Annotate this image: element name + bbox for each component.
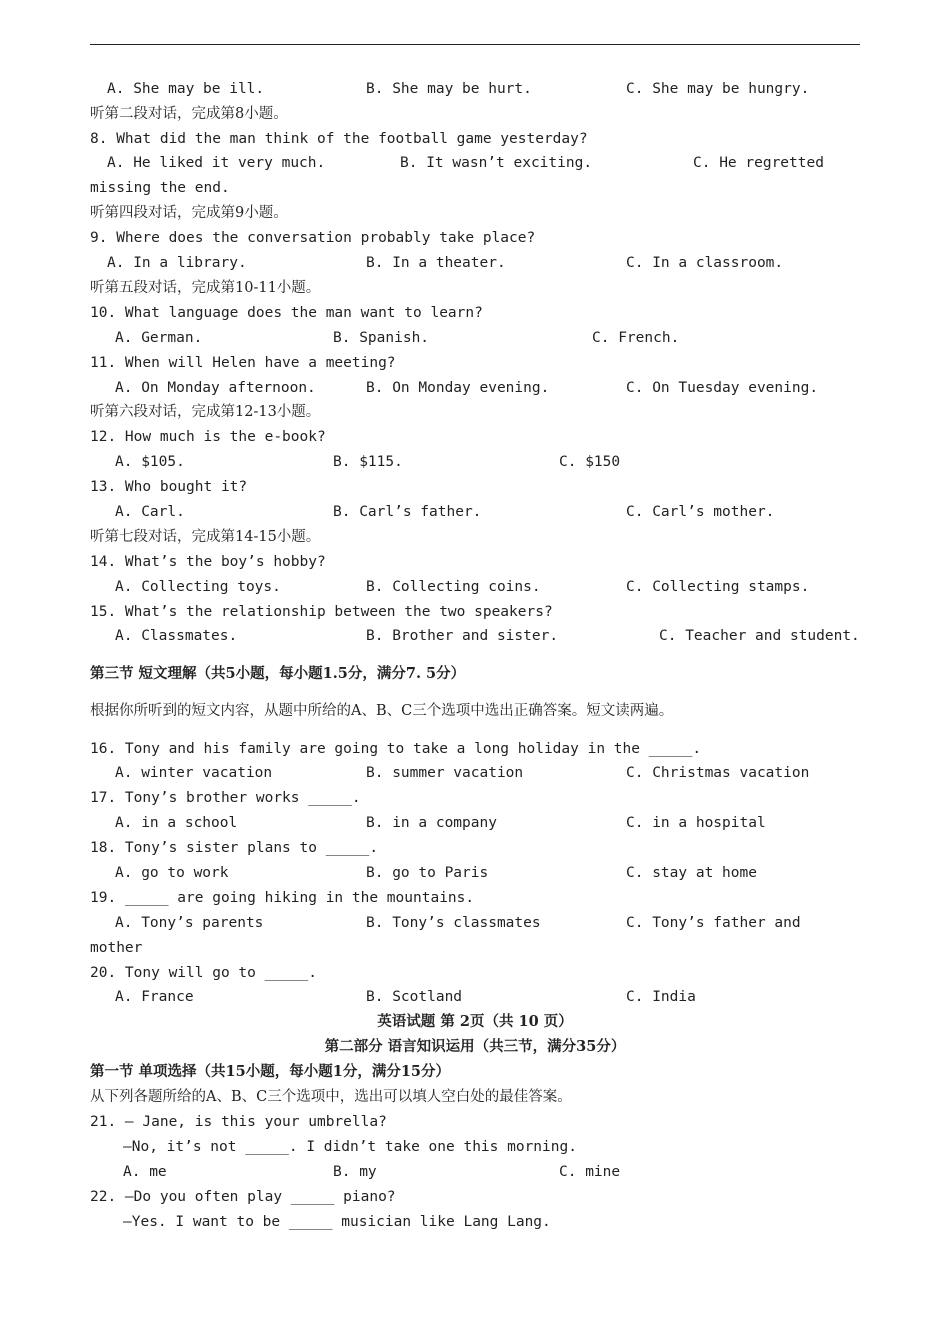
header-rule — [90, 44, 860, 45]
q19-option-b: B. Tony’s classmates — [366, 915, 541, 931]
section6-note: 听第六段对话，完成第12-13小题。 — [90, 404, 321, 420]
q7-option-b: B. She may be hurt. — [366, 81, 532, 97]
q10-option-b: B. Spanish. — [333, 330, 430, 346]
q8-option-b: B. It wasn’t exciting. — [400, 155, 593, 171]
q18-option-c: C. stay at home — [626, 865, 757, 881]
q11-option-c: C. On Tuesday evening. — [626, 380, 819, 396]
q15-option-a: A. Classmates. — [115, 628, 238, 644]
q20-option-a: A. France — [115, 989, 194, 1005]
part3-instructions: 根据你所听到的短文内容，从题中所给的A、B、C三个选项中选出正确答案。短文读两遍。 — [90, 703, 674, 719]
q16-option-a: A. winter vacation — [115, 765, 273, 781]
q17-option-a: A. in a school — [115, 815, 238, 831]
q17-option-c: C. in a hospital — [626, 815, 766, 831]
section5-note: 听第五段对话，完成第10-11小题。 — [90, 280, 321, 296]
question-11: 11. When will Helen have a meeting? — [90, 355, 396, 371]
question-19: 19. _____ are going hiking in the mountains. — [90, 890, 475, 906]
q8-option-c: C. He regretted — [693, 155, 824, 171]
q9-option-c: C. In a classroom. — [626, 255, 784, 271]
q11-option-a: A. On Monday afternoon. — [115, 380, 316, 396]
q13-option-c: C. Carl’s mother. — [626, 504, 775, 520]
question-22-reply: —Yes. I want to be _____ musician like Lang Lang. — [123, 1214, 551, 1230]
q19-option-a: A. Tony’s parents — [115, 915, 264, 931]
q11-option-b: B. On Monday evening. — [366, 380, 550, 396]
q18-option-b: B. go to Paris — [366, 865, 489, 881]
q8-option-a: A. He liked it very much. — [107, 155, 326, 171]
question-12: 12. How much is the e-book? — [90, 429, 326, 445]
q17-option-b: B. in a company — [366, 815, 497, 831]
section1-title: 第一节 单项选择（共15小题，每小题1分，满分15分） — [90, 1063, 450, 1080]
q16-option-b: B. summer vacation — [366, 765, 524, 781]
q20-option-c: C. India — [626, 989, 696, 1005]
q19-option-c-continued: mother — [90, 940, 143, 956]
q14-option-c: C. Collecting stamps. — [626, 579, 810, 595]
q18-option-a: A. go to work — [115, 865, 229, 881]
question-21-reply: —No, it’s not _____. I didn’t take one this morning. — [123, 1139, 577, 1155]
q10-option-c: C. French. — [592, 330, 680, 346]
q10-option-a: A. German. — [115, 330, 203, 346]
q21-option-a: A. me — [123, 1164, 167, 1180]
part2-title: 第二部分 语言知识运用（共三节，满分35分） — [324, 1038, 626, 1055]
question-9: 9. Where does the conversation probably take place? — [90, 230, 536, 246]
question-13: 13. Who bought it? — [90, 479, 248, 495]
q9-option-b: B. In a theater. — [366, 255, 506, 271]
q7-option-a: A. She may be ill. — [107, 81, 265, 97]
q15-option-b: B. Brother and sister. — [366, 628, 559, 644]
q21-option-b: B. my — [333, 1164, 377, 1180]
q19-option-c: C. Tony’s father and — [626, 915, 801, 931]
q20-option-b: B. Scotland — [366, 989, 463, 1005]
q13-option-b: B. Carl’s father. — [333, 504, 482, 520]
question-8: 8. What did the man think of the football game yesterday? — [90, 131, 588, 147]
question-20: 20. Tony will go to _____. — [90, 965, 317, 981]
question-15: 15. What’s the relationship between the two speakers? — [90, 604, 553, 620]
question-22: 22. —Do you often play _____ piano? — [90, 1189, 396, 1205]
q12-option-c: C. $150 — [559, 454, 621, 470]
q9-option-a: A. In a library. — [107, 255, 247, 271]
q7-option-c: C. She may be hungry. — [626, 81, 810, 97]
q12-option-b: B. $115. — [333, 454, 403, 470]
question-21: 21. — Jane, is this your umbrella? — [90, 1114, 387, 1130]
q15-option-c: C. Teacher and student. — [659, 628, 860, 644]
section4-note: 听第四段对话，完成第9小题。 — [90, 205, 288, 221]
question-16: 16. Tony and his family are going to take a long holiday in the _____. — [90, 741, 702, 757]
q12-option-a: A. $105. — [115, 454, 185, 470]
section1-instructions: 从下列各题所给的A、B、C三个选项中，选出可以填人空白处的最佳答案。 — [90, 1089, 572, 1105]
section7-note: 听第七段对话，完成第14-15小题。 — [90, 529, 321, 545]
part3-title: 第三节 短文理解（共5小题，每小题1.5分，满分7. 5分） — [90, 665, 466, 682]
question-14: 14. What’s the boy’s hobby? — [90, 554, 326, 570]
q14-option-a: A. Collecting toys. — [115, 579, 281, 595]
q21-option-c: C. mine — [559, 1164, 621, 1180]
q14-option-b: B. Collecting coins. — [366, 579, 541, 595]
q13-option-a: A. Carl. — [115, 504, 185, 520]
page-footer: 英语试题 第 2页（共 10 页） — [377, 1013, 573, 1030]
q8-option-c-continued: missing the end. — [90, 180, 230, 196]
section2-note: 听第二段对话，完成第8小题。 — [90, 106, 288, 122]
q16-option-c: C. Christmas vacation — [626, 765, 810, 781]
question-17: 17. Tony’s brother works _____. — [90, 790, 361, 806]
question-18: 18. Tony’s sister plans to _____. — [90, 840, 379, 856]
question-10: 10. What language does the man want to learn? — [90, 305, 483, 321]
